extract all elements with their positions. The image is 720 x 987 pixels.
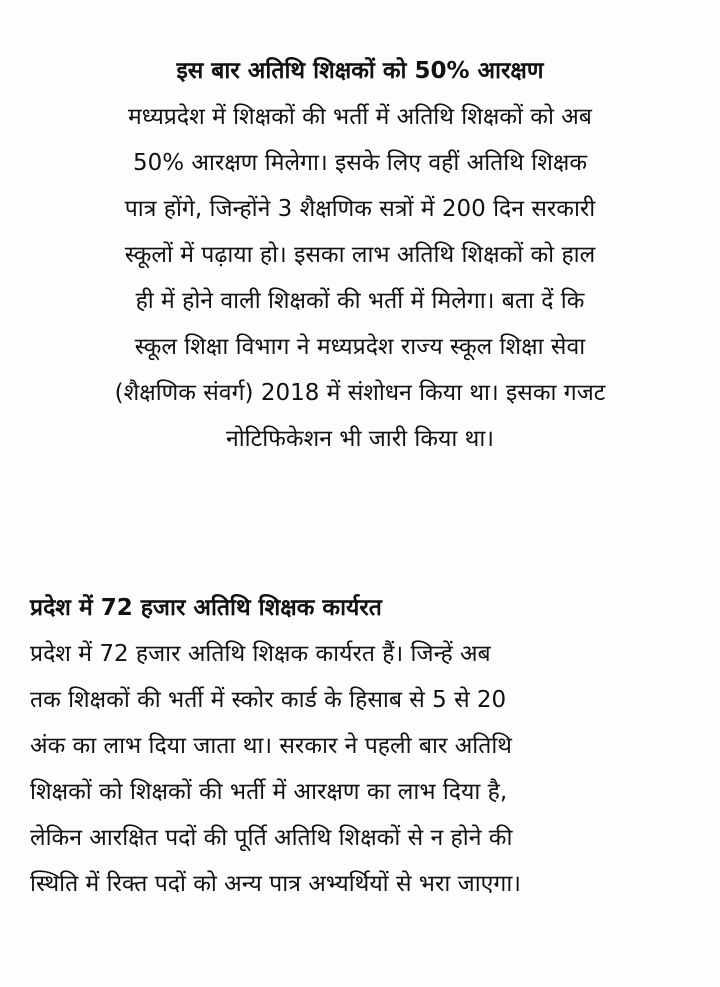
paragraph-line: स्कूल शिक्षा विभाग ने मध्यप्रदेश राज्य स्कूल शिक्षा सेवा [134, 334, 586, 360]
paragraph-line: स्कूलों में पढ़ाया हो। इसका लाभ अतिथि शिक्षकों को हाल [124, 242, 596, 268]
paragraph-line: मध्यप्रदेश में शिक्षकों की भर्ती में अतिथि शिक्षकों को अब [128, 104, 592, 130]
paragraph-line: लेकिन आरक्षित पदों की पूर्ति अतिथि शिक्षकों से न होने की [30, 825, 513, 851]
section-title: इस बार अतिथि शिक्षकों को 50% आरक्षण [176, 58, 544, 84]
paragraph-line: स्थिति में रिक्त पदों को अन्य पात्र अभ्यर्थियों से भरा जाएगा। [30, 871, 522, 897]
section-title: प्रदेश में 72 हजार अतिथि शिक्षक कार्यरत [30, 595, 382, 621]
paragraph-line: अंक का लाभ दिया जाता था। सरकार ने पहली बार अतिथि [30, 733, 512, 759]
paragraph-line: तक शिक्षकों की भर्ती में स्कोर कार्ड के हिसाब से 5 से 20 [30, 687, 507, 713]
paragraph-line: नोटिफिकेशन भी जारी किया था। [225, 426, 495, 452]
article-section-guest-teachers [30, 585, 690, 907]
paragraph-line: (शैक्षणिक संवर्ग) 2018 में संशोधन किया था। इसका गजट [114, 380, 606, 406]
paragraph-line: शिक्षकों को शिक्षकों की भर्ती में आरक्षण का लाभ दिया है, [30, 779, 508, 805]
paragraph-line: 50% आरक्षण मिलेगा। इसके लिए वहीं अतिथि शिक्षक [132, 150, 588, 176]
article-section-reservation [30, 48, 690, 462]
paragraph-line: पात्र होंगे, जिन्होंने 3 शैक्षणिक सत्रों में 200 दिन सरकारी [124, 196, 596, 222]
paragraph-line: प्रदेश में 72 हजार अतिथि शिक्षक कार्यरत हैं। जिन्हें अब [30, 641, 491, 667]
paragraph-line: ही में होने वाली शिक्षकों की भर्ती में मिलेगा। बता दें कि [135, 288, 585, 314]
